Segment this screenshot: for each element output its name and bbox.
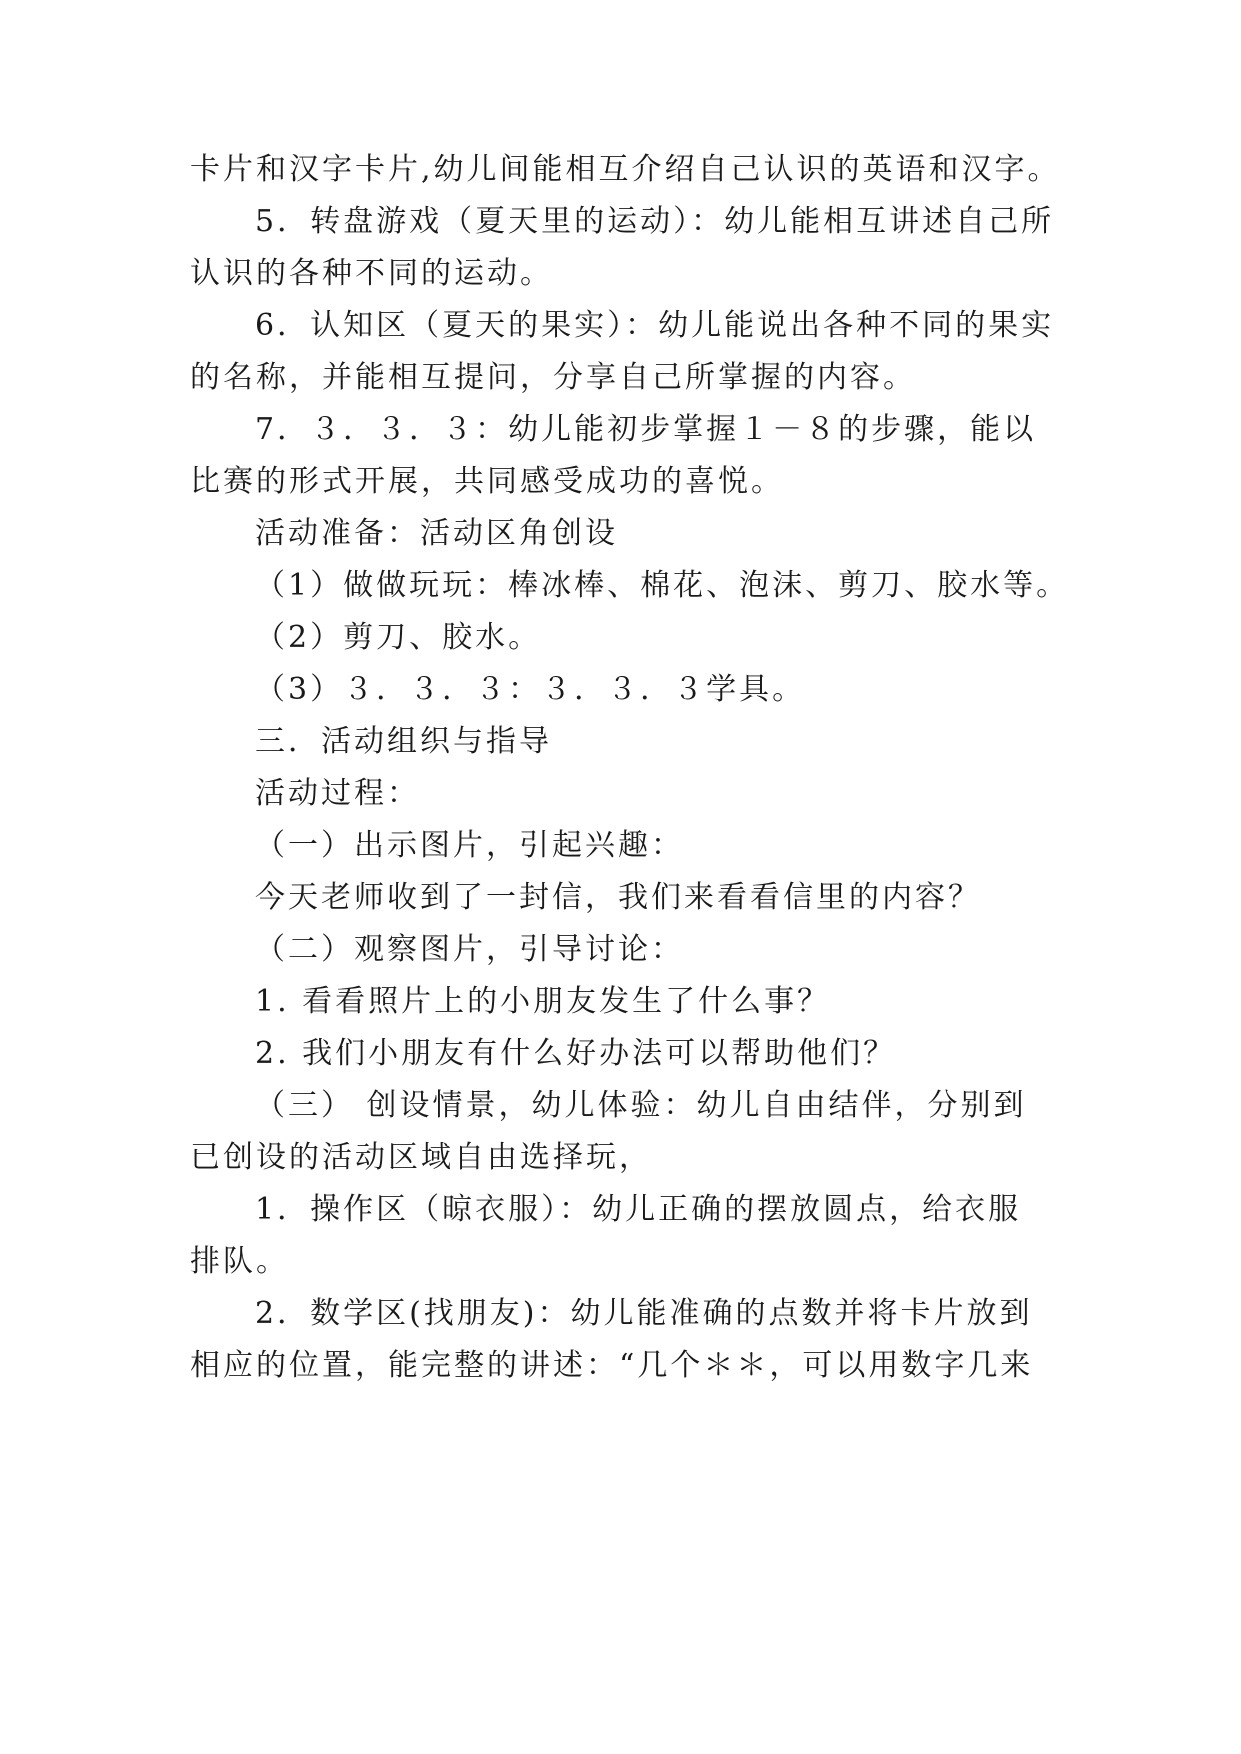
text-line-22: 排队。 [190, 1244, 289, 1279]
text-line-7: 比赛的形式开展，共同感受成功的喜悦。 [190, 464, 784, 499]
text-line-18: 2. 我们小朋友有什么好办法可以帮助他们？ [255, 1036, 897, 1071]
text-line-12: 三．活动组织与指导 [255, 724, 552, 759]
text-line-9: （1）做做玩玩：棒冰棒、棉花、泡沫、剪刀、胶水等。 [255, 568, 1070, 603]
text-line-10: （2）剪刀、胶水。 [255, 620, 542, 655]
text-line-11: （3）３．３．３：３．３．３学具。 [255, 672, 806, 707]
text-line-1: 卡片和汉字卡片,幼儿间能相互介绍自己认识的英语和汉字。 [190, 152, 1061, 187]
text-line-21: 1．操作区（晾衣服）：幼儿正确的摆放圆点，给衣服 [255, 1192, 1022, 1227]
text-line-2: 5．转盘游戏（夏天里的运动）：幼儿能相互讲述自己所 [255, 204, 1055, 239]
text-line-4: 6．认知区（夏天的果实）：幼儿能说出各种不同的果实 [255, 308, 1055, 343]
text-line-24: 相应的位置，能完整的讲述：“几个＊＊，可以用数字几来 [190, 1348, 1034, 1383]
text-line-5: 的名称，并能相互提问，分享自己所掌握的内容。 [190, 360, 916, 395]
text-line-8: 活动准备：活动区角创设 [255, 516, 618, 551]
text-line-17: 1. 看看照片上的小朋友发生了什么事？ [255, 984, 831, 1019]
text-line-16: （二）观察图片，引导讨论： [255, 932, 684, 967]
text-line-13: 活动过程： [255, 776, 420, 811]
text-line-20: 已创设的活动区域自由选择玩， [190, 1140, 652, 1175]
text-line-14: （一）出示图片，引起兴趣： [255, 828, 684, 863]
text-line-6: 7．３．３．３：幼儿能初步掌握１－８的步骤，能以 [255, 412, 1037, 447]
text-line-3: 认识的各种不同的运动。 [190, 256, 553, 291]
text-line-23: 2．数学区(找朋友)：幼儿能准确的点数并将卡片放到 [255, 1296, 1033, 1331]
text-line-15: 今天老师收到了一封信，我们来看看信里的内容？ [255, 880, 981, 915]
text-line-19: （三） 创设情景，幼儿体验：幼儿自由结伴，分别到 [255, 1088, 1027, 1123]
